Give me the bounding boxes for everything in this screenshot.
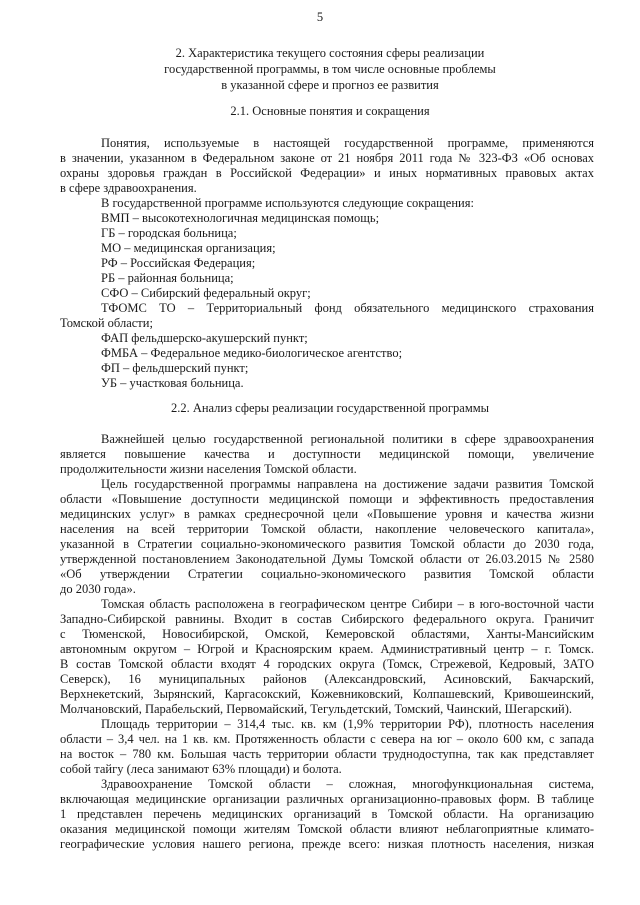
- paragraph-line: охраны здоровья граждан в Российской Федерации» и иных нормативных правовых актах: [60, 166, 594, 180]
- abbreviation-item: МО – медицинская организация;: [101, 241, 276, 255]
- paragraph-line: утвержденной постановлением Законодательной Думы Томской области от 26.03.2015 № 2580: [60, 552, 594, 566]
- paragraph-line: В состав Томской области входят 4 городских округа (Томск, Стрежевой, Кедровый, ЗАТО: [60, 657, 594, 671]
- paragraph-line: с Тюменской, Новосибирской, Омской, Кемеровской областями, Ханты-Мансийским: [60, 627, 594, 641]
- subsection-title-2-1: 2.1. Основные понятия и сокращения: [230, 104, 430, 118]
- paragraph-line: собой тайгу (леса занимают 63% площади) и болота.: [60, 762, 342, 776]
- paragraph-line: Молчановский, Парабельский, Первомайский, Тегульдетский, Томский, Чаинский, Шегарский).: [60, 702, 573, 716]
- paragraph-line: медицинских услуг» в рамках среднесрочной цели «Повышение уровня и качества жизни: [60, 507, 594, 521]
- paragraph-line: в сфере здравоохранения.: [60, 181, 197, 195]
- page-number: 5: [316, 10, 324, 24]
- abbreviation-item: РБ – районная больница;: [101, 271, 234, 285]
- abbreviation-item: СФО – Сибирский федеральный округ;: [101, 286, 311, 300]
- abbreviation-item: УБ – участковая больница.: [101, 376, 244, 390]
- abbreviation-item: Томской области;: [60, 316, 153, 330]
- paragraph-line: Важнейшей целью государственной региональной политики в сфере здравоохранения: [101, 432, 594, 446]
- paragraph-line: автономным округом – Югрой и Красноярским краем. Административный центр – г. Томск.: [60, 642, 594, 656]
- paragraph-line: продолжительности жизни населения Томской области.: [60, 462, 357, 476]
- paragraph-line: Площадь территории – 314,4 тыс. кв. км (1,9% территории РФ), плотность населения: [101, 717, 594, 731]
- paragraph-line: географические условия нашего региона, прежде всего: низкая плотность населения, низкая: [60, 837, 594, 851]
- abbreviation-item: ФАП фельдшерско-акушерский пункт;: [101, 331, 308, 345]
- paragraph-line: в значении, указанном в Федеральном законе от 21 ноября 2011 года № 323-ФЗ «Об основах: [60, 151, 594, 165]
- paragraph-line: Цель государственной программы направлена на достижение задачи развития Томской: [101, 477, 594, 491]
- paragraph-line: указанной в Стратегии социально-экономического развития Томской области до 2030 года,: [60, 537, 594, 551]
- paragraph-line: области «Повышение доступности медицинской помощи и эффективность предоставления: [60, 492, 594, 506]
- paragraph-line: Томская область расположена в географическом центре Сибири – в юго-восточной части: [101, 597, 594, 611]
- abbreviation-item: ВМП – высокотехнологичная медицинская помощь;: [101, 211, 380, 225]
- abbreviation-item: РФ – Российская Федерация;: [101, 256, 256, 270]
- paragraph-line: области – 3,4 чел. на 1 кв. км. Протяженность области с севера на юг – около 600 км, с запада: [60, 732, 594, 746]
- abbreviation-item: ГБ – городская больница;: [101, 226, 237, 240]
- paragraph-line: Западно-Сибирской равнины. Входит в состав Сибирского федерального округа. Граничит: [60, 612, 594, 626]
- paragraph-line: Северск), 16 муниципальных районов (Александровский, Асиновский, Бакчарский,: [60, 672, 594, 686]
- paragraph-line: Здравоохранение Томской области – сложная, многофункциональная система,: [101, 777, 594, 791]
- abbreviation-item: ТФОМС ТО – Территориальный фонд обязательного медицинского страхования: [101, 301, 594, 315]
- section-title-line: государственной программы, в том числе основные проблемы: [164, 62, 496, 76]
- section-title: [60, 45, 600, 93]
- paragraph-line: Верхнекетский, Зырянский, Каргасокский, Кожевниковский, Колпашевский, Кривошеинский,: [60, 687, 594, 701]
- paragraph-line: оказания медицинской помощи жителям Томской области влияют неблагоприятные климато-: [60, 822, 594, 836]
- abbreviation-item: ФП – фельдшерский пункт;: [101, 361, 249, 375]
- section-title-line: 2. Характеристика текущего состояния сферы реализации: [175, 46, 485, 60]
- subsection-title-2-2: 2.2. Анализ сферы реализации государственной программы: [170, 401, 490, 415]
- paragraph-line: является повышение качества и доступности медицинской помощи, увеличение: [60, 447, 594, 461]
- paragraph-line: включающая медицинские организации различных организационно-правовых форм. В таблице: [60, 792, 594, 806]
- section-title-line: в указанной сфере и прогноз ее развития: [221, 78, 439, 92]
- paragraph-line: Понятия, используемые в настоящей государственной программе, применяются: [101, 136, 594, 150]
- paragraph-line: до 2030 года».: [60, 582, 136, 596]
- paragraph-line: на восток – 780 км. Большая часть территории области труднодоступна, так как представляет: [60, 747, 594, 761]
- abbreviations-intro: В государственной программе используются следующие сокращения:: [101, 196, 474, 210]
- paragraph-line: 1 представлен перечень медицинских организаций в Томской области. На организацию: [60, 807, 594, 821]
- paragraph-line: населения на всей территории Томской области, накопление человеческого капитала»,: [60, 522, 594, 536]
- abbreviation-item: ФМБА – Федеральное медико-биологическое агентство;: [101, 346, 403, 360]
- paragraph-line: «Об утверждении Стратегии социально-экономического развития Томской области: [60, 567, 594, 581]
